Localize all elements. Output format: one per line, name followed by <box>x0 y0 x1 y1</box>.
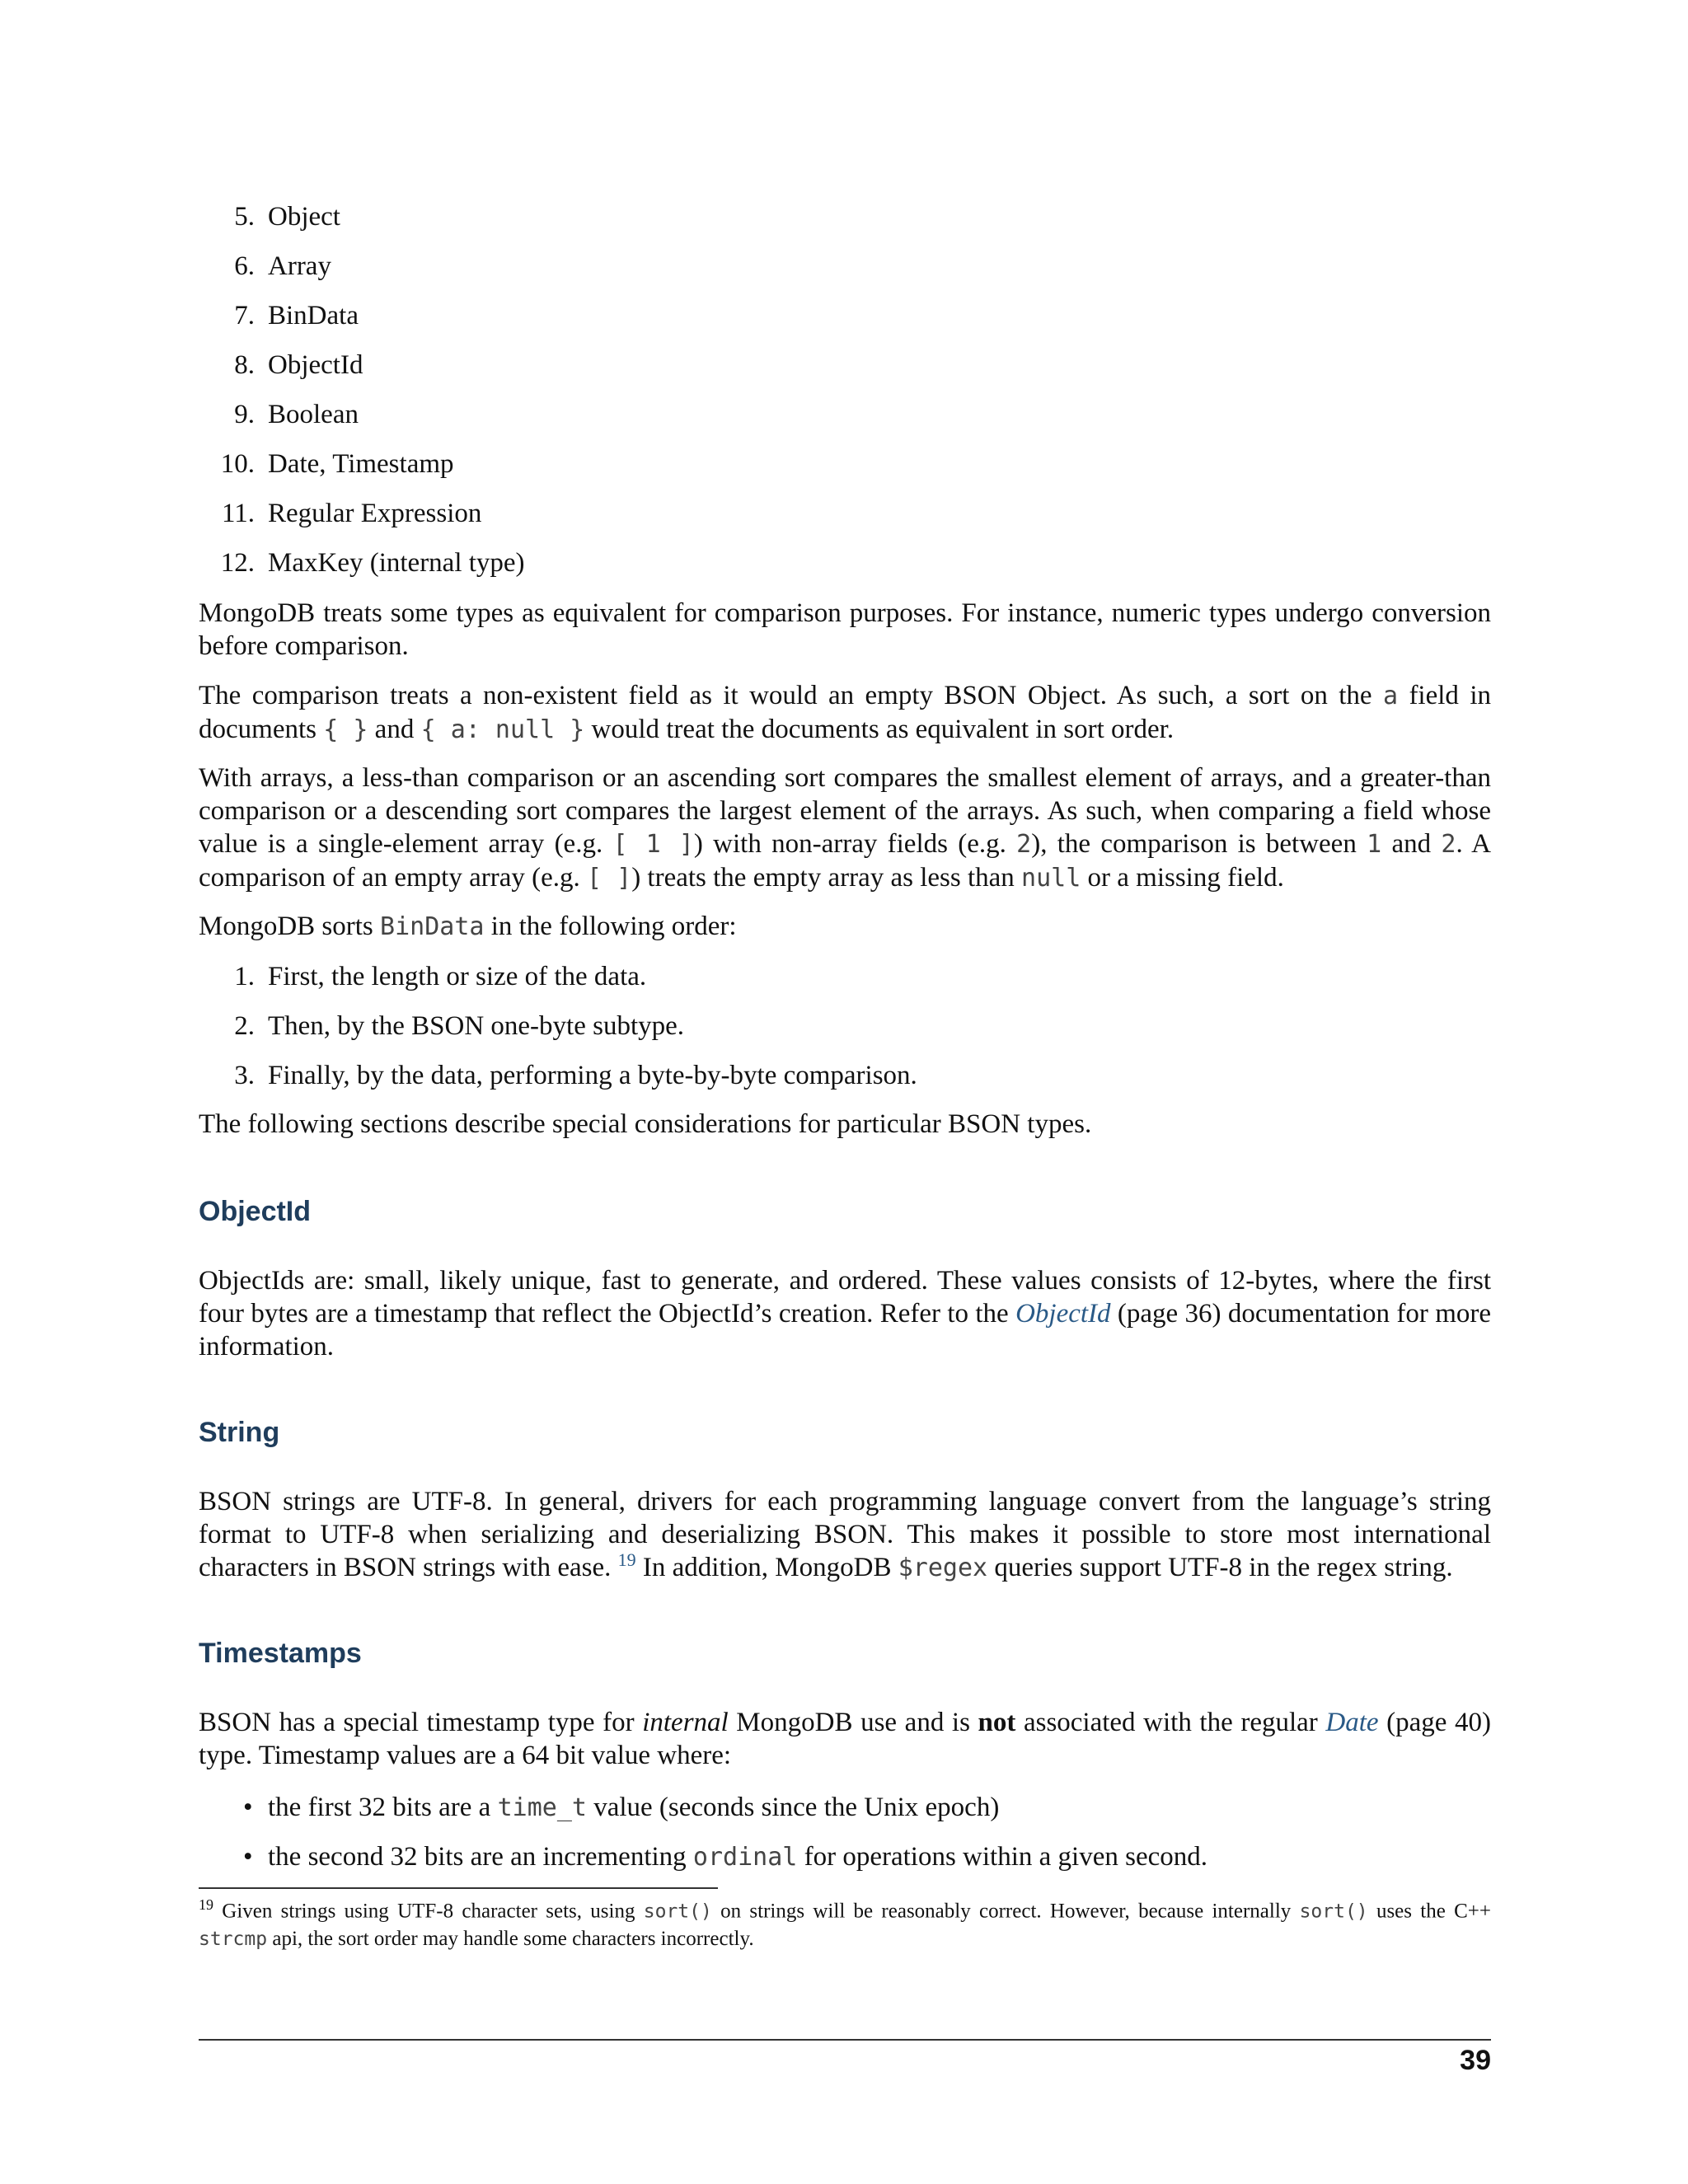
heading-string: String <box>199 1417 280 1448</box>
bullet-icon: • <box>243 1793 253 1822</box>
paragraph-equivalent-types: MongoDB treats some types as equivalent for comparison purposes. For instance, numeric types undergo conversion before comparison. <box>199 598 1491 661</box>
footnote-divider <box>199 1887 718 1889</box>
heading-timestamps: Timestamps <box>199 1638 362 1669</box>
paragraph-timestamps: BSON has a special timestamp type for internal MongoDB use and is not associated with the regular Date (page 40) type. Timestamp values are a 64 bit value where: <box>199 1708 1491 1770</box>
document-page <box>199 0 1491 2184</box>
list-item: 11. Regular Expression <box>221 499 482 528</box>
paragraph-arrays: With arrays, a less-than comparison or an ascending sort compares the smallest element of arrays, and a greater-than comparison or a descending sort compares the largest element of the arrays. As such, when comparing a field whose value is a single-element array (e.g. [ 1 ]) with non-array fields (e.g. 2), the comparison is between 1 and 2. A comparison of an empty array (e.g. [ ]) treats the empty array as less than null or a missing field. <box>199 763 1492 893</box>
list-item: 1. First, the length or size of the data. <box>234 962 647 991</box>
bullet-icon: • <box>243 1842 253 1872</box>
list-item: 3. Finally, by the data, performing a byte-by-byte comparison. <box>234 1061 917 1090</box>
objectid-link[interactable]: ObjectId <box>1015 1299 1111 1329</box>
list-item: 9. Boolean <box>234 400 359 429</box>
date-link[interactable]: Date <box>1325 1708 1379 1737</box>
sort-order-list <box>199 196 525 592</box>
list-item: 5. Object <box>234 202 340 232</box>
heading-objectid: ObjectId <box>199 1196 312 1227</box>
paragraph-bindata: MongoDB sorts BinData in the following order: <box>199 912 737 941</box>
footnote-19: $^{19}$ Given strings using UTF-8 character sets, using sort() on strings will be reasonably correct. However, because internally sort() uses the C++ strcmp api, the sort order may handle some characters incorrectly. <box>199 1896 1491 1951</box>
timestamp-bits-list <box>199 1787 1207 1886</box>
list-item: 12. MaxKey (internal type) <box>220 548 525 578</box>
list-item: 6. Array <box>234 251 331 281</box>
bindata-order-list <box>199 956 917 1104</box>
paragraph-string: BSON strings are UTF-8. In general, drivers for each programming language convert from the language’s string format to UTF-8 when serializing and deserializing BSON. This makes it possible to store most international characters in BSON strings with ease. $^{19}$ In addition, MongoDB $regex queries support UTF-8 in the regex string. <box>199 1487 1491 1582</box>
footnote-reference[interactable]: 19 <box>617 1549 636 1570</box>
list-item: 2. Then, by the BSON one-byte subtype. <box>234 1011 685 1041</box>
list-item: 8. ObjectId <box>234 350 363 380</box>
paragraph-objectid: ObjectIds are: small, likely unique, fast to generate, and ordered. These values consists of 12-bytes, where the first four bytes are a timestamp that reflect the ObjectId’s creation. Refer to the ObjectId (page 36) documentation for more information. <box>199 1266 1491 1361</box>
page-footer-divider <box>199 2039 1491 2041</box>
list-item: • the first 32 bits are a time_t value (seconds since the Unix epoch) <box>199 1787 1207 1836</box>
list-item: • the second 32 bits are an incrementing ordinal for operations within a given second. <box>199 1836 1207 1886</box>
paragraph-sections-intro: The following sections describe special considerations for particular BSON types. <box>199 1109 1092 1139</box>
paragraph-nonexistent-field: The comparison treats a non-existent field as it would an empty BSON Object. As such, a sort on the a field in documents { } and { a: null } would treat the documents as equivalent in sort order. <box>199 681 1491 744</box>
page-number: 39 <box>1460 2045 1491 2076</box>
list-item: 10. Date, Timestamp <box>220 449 454 479</box>
list-item: 7. BinData <box>234 301 359 330</box>
